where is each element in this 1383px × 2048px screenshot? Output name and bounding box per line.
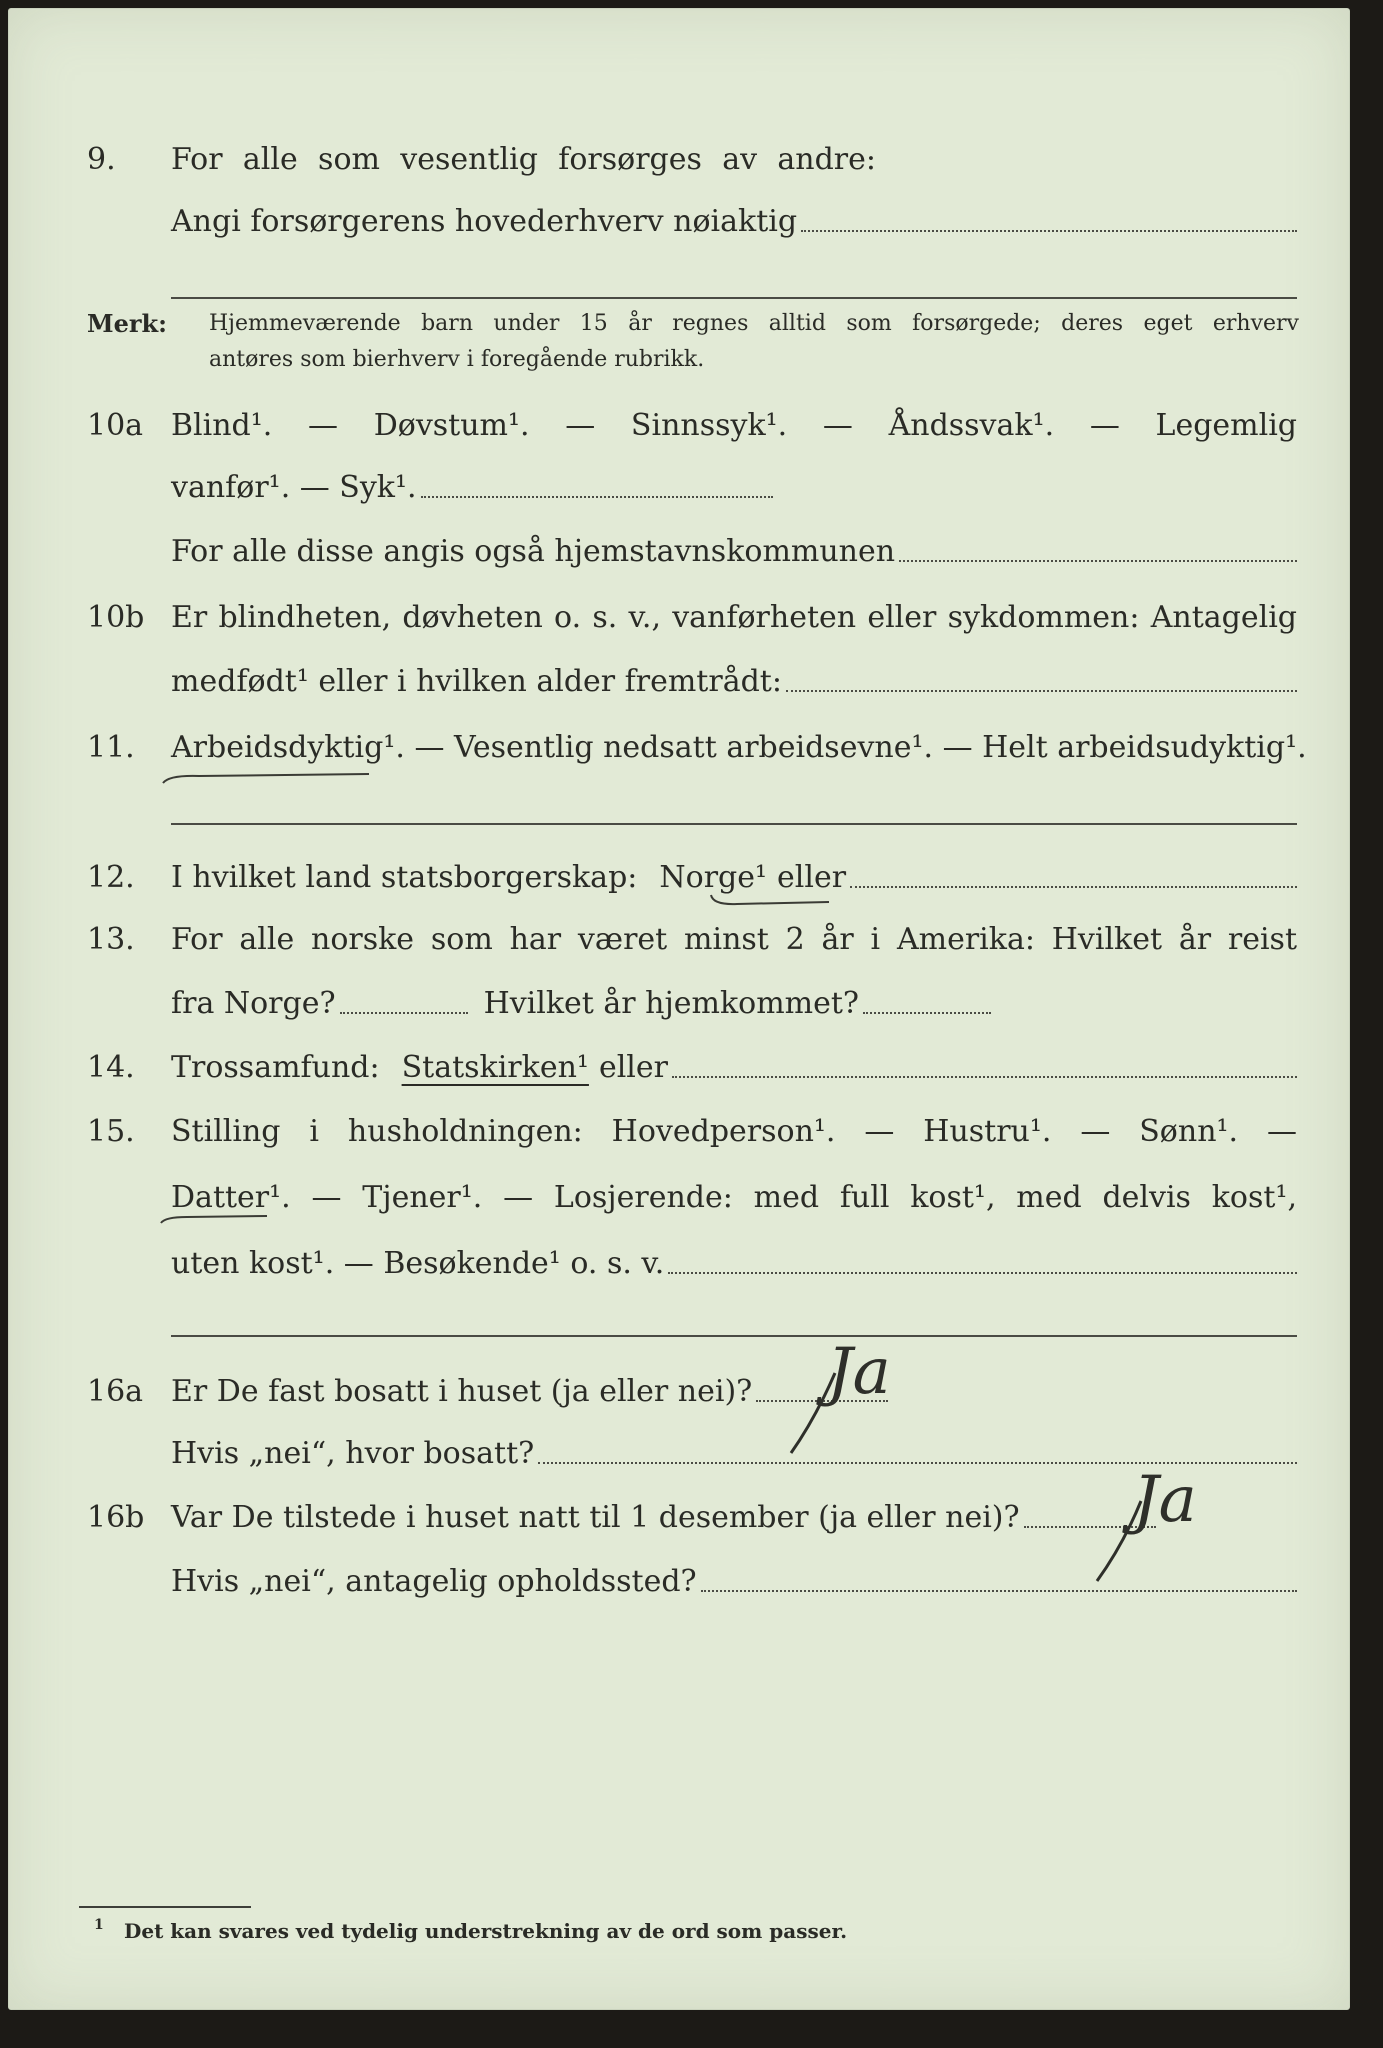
footnote-rule bbox=[79, 1906, 251, 1908]
q10a-line1 bbox=[87, 407, 1297, 445]
q14-option-statskirken[interactable]: Statskirken¹ bbox=[401, 1050, 589, 1085]
q10a-options: Blind¹. — Døvstum¹. — Sinnssyk¹. — Åndssvak¹. — Legemlig bbox=[171, 408, 1297, 443]
q13-left-year-line[interactable] bbox=[340, 1011, 468, 1014]
q9-answer-line[interactable] bbox=[801, 229, 1297, 232]
footnote bbox=[94, 1917, 848, 1943]
q15-text: Stilling i husholdningen: Hovedperson¹. — Hustru¹. — Sønn¹. — bbox=[171, 1114, 1297, 1149]
q16b-handwritten-answer: Ja bbox=[1133, 1463, 1197, 1537]
form-sheet bbox=[9, 9, 1349, 2009]
census-form-page bbox=[8, 8, 1350, 2010]
q13-number: 13. bbox=[87, 922, 135, 957]
q10b-onset: medfødt¹ eller i hvilken alder fremtrådt: bbox=[171, 664, 782, 699]
q13-line1 bbox=[87, 921, 1297, 959]
q10a-number: 10a bbox=[87, 408, 144, 443]
q10b-line2 bbox=[87, 663, 1297, 701]
q12-number: 12. bbox=[87, 860, 135, 895]
q14-answer-line[interactable] bbox=[672, 1075, 1297, 1078]
q9-line1 bbox=[87, 141, 1297, 179]
q13-text: For alle norske som har været minst 2 år i Amerika: Hvilket år reist bbox=[171, 922, 1297, 957]
q12-answer-line[interactable] bbox=[850, 885, 1297, 888]
q16b-text: Var De tilstede i huset natt til 1 desember (ja eller nei)? bbox=[171, 1500, 1020, 1535]
underline-mark-arbeidsdyktig bbox=[159, 769, 379, 787]
merk-label: Merk: bbox=[87, 309, 167, 338]
q14-number: 14. bbox=[87, 1050, 135, 1085]
footnote-marker: 1 bbox=[94, 1917, 104, 1933]
q15-answer-line[interactable] bbox=[668, 1271, 1297, 1274]
q14-or: eller bbox=[598, 1050, 668, 1085]
merk-note-line1: Hjemmeværende barn under 15 år regnes alltid som forsørgede; deres eget erhverv bbox=[209, 311, 1299, 336]
q11-line bbox=[87, 729, 1307, 767]
q12-line bbox=[87, 859, 1297, 897]
q15-number: 15. bbox=[87, 1114, 135, 1149]
q16a-line1 bbox=[87, 1373, 1297, 1411]
q10a-answer-line[interactable] bbox=[421, 495, 773, 498]
q11-extra-line bbox=[171, 823, 1297, 825]
q15-options-cont: uten kost¹. — Besøkende¹ o. s. v. bbox=[171, 1246, 665, 1281]
q16b-where-line[interactable] bbox=[701, 1589, 1297, 1592]
q15-option-datter[interactable]: Datter¹ bbox=[171, 1180, 282, 1215]
underline-mark-datter bbox=[157, 1211, 277, 1229]
q16a-text: Er De fast bosatt i huset (ja eller nei)? bbox=[171, 1374, 753, 1409]
q12-text: I hvilket land statsborgerskap: bbox=[171, 860, 638, 895]
q16b-number: 16b bbox=[87, 1500, 145, 1535]
q10a-municipality-line[interactable] bbox=[899, 559, 1297, 562]
q13-returned: Hvilket år hjemkommet? bbox=[483, 986, 860, 1021]
q16b-line2 bbox=[87, 1563, 1297, 1601]
q16b-where: Hvis „nei“, antagelig opholdssted? bbox=[171, 1564, 697, 1599]
q9-extra-line bbox=[171, 297, 1297, 299]
q9-provider-label: Angi forsørgerens hovederhverv nøiaktig bbox=[171, 204, 798, 239]
q9-line2 bbox=[87, 203, 1297, 241]
q10a-options-cont: vanfør¹. — Syk¹. bbox=[171, 470, 417, 505]
q10b-answer-line[interactable] bbox=[786, 689, 1297, 692]
merk-note-line2: antøres som bierhverv i foregående rubrikk. bbox=[209, 347, 705, 372]
q10b-text: Er blindheten, døvheten o. s. v., vanførheten eller sykdommen: Antagelig bbox=[171, 600, 1297, 635]
q15-extra-line bbox=[171, 1335, 1297, 1337]
q13-return-year-line[interactable] bbox=[863, 1011, 991, 1014]
q13-line2 bbox=[87, 985, 1297, 1023]
q11-number: 11. bbox=[87, 730, 135, 765]
q9-text: For alle som vesentlig forsørges av andre: bbox=[171, 142, 876, 177]
q16a-where: Hvis „nei“, hvor bosatt? bbox=[171, 1436, 535, 1471]
q16a-line2 bbox=[87, 1435, 1297, 1473]
underline-mark-norge bbox=[707, 889, 837, 911]
q10a-home-municipality: For alle disse angis også hjemstavnskommunen bbox=[171, 534, 896, 569]
footnote-text: Det kan svares ved tydelig understrekning av de ord som passer. bbox=[124, 1919, 848, 1943]
q11-other-options: . — Vesentlig nedsatt arbeidsevne¹. — Helt arbeidsudyktig¹. bbox=[395, 730, 1307, 765]
q10b-number: 10b bbox=[87, 600, 145, 635]
q15-line1 bbox=[87, 1113, 1297, 1151]
q16a-number: 16a bbox=[87, 1374, 144, 1409]
q11-option-able[interactable]: Arbeidsdyktig¹ bbox=[171, 730, 396, 765]
q10a-line3 bbox=[87, 533, 1297, 571]
q9-number: 9. bbox=[87, 142, 116, 177]
q13-left-norway: fra Norge? bbox=[171, 986, 336, 1021]
q10a-line2 bbox=[87, 469, 1297, 507]
q15-other-options: . — Tjener¹. — Losjerende: med full kost¹, med delvis kost¹, bbox=[281, 1180, 1297, 1215]
q16a-handwritten-answer: Ja bbox=[827, 1335, 891, 1409]
q12-or: eller bbox=[777, 860, 847, 895]
q14-text: Trossamfund: bbox=[171, 1050, 380, 1085]
q10b-line1 bbox=[87, 599, 1297, 637]
q15-line3 bbox=[87, 1245, 1297, 1283]
q14-line bbox=[87, 1049, 1297, 1087]
q12-option-norge[interactable]: Norge¹ bbox=[659, 860, 768, 895]
